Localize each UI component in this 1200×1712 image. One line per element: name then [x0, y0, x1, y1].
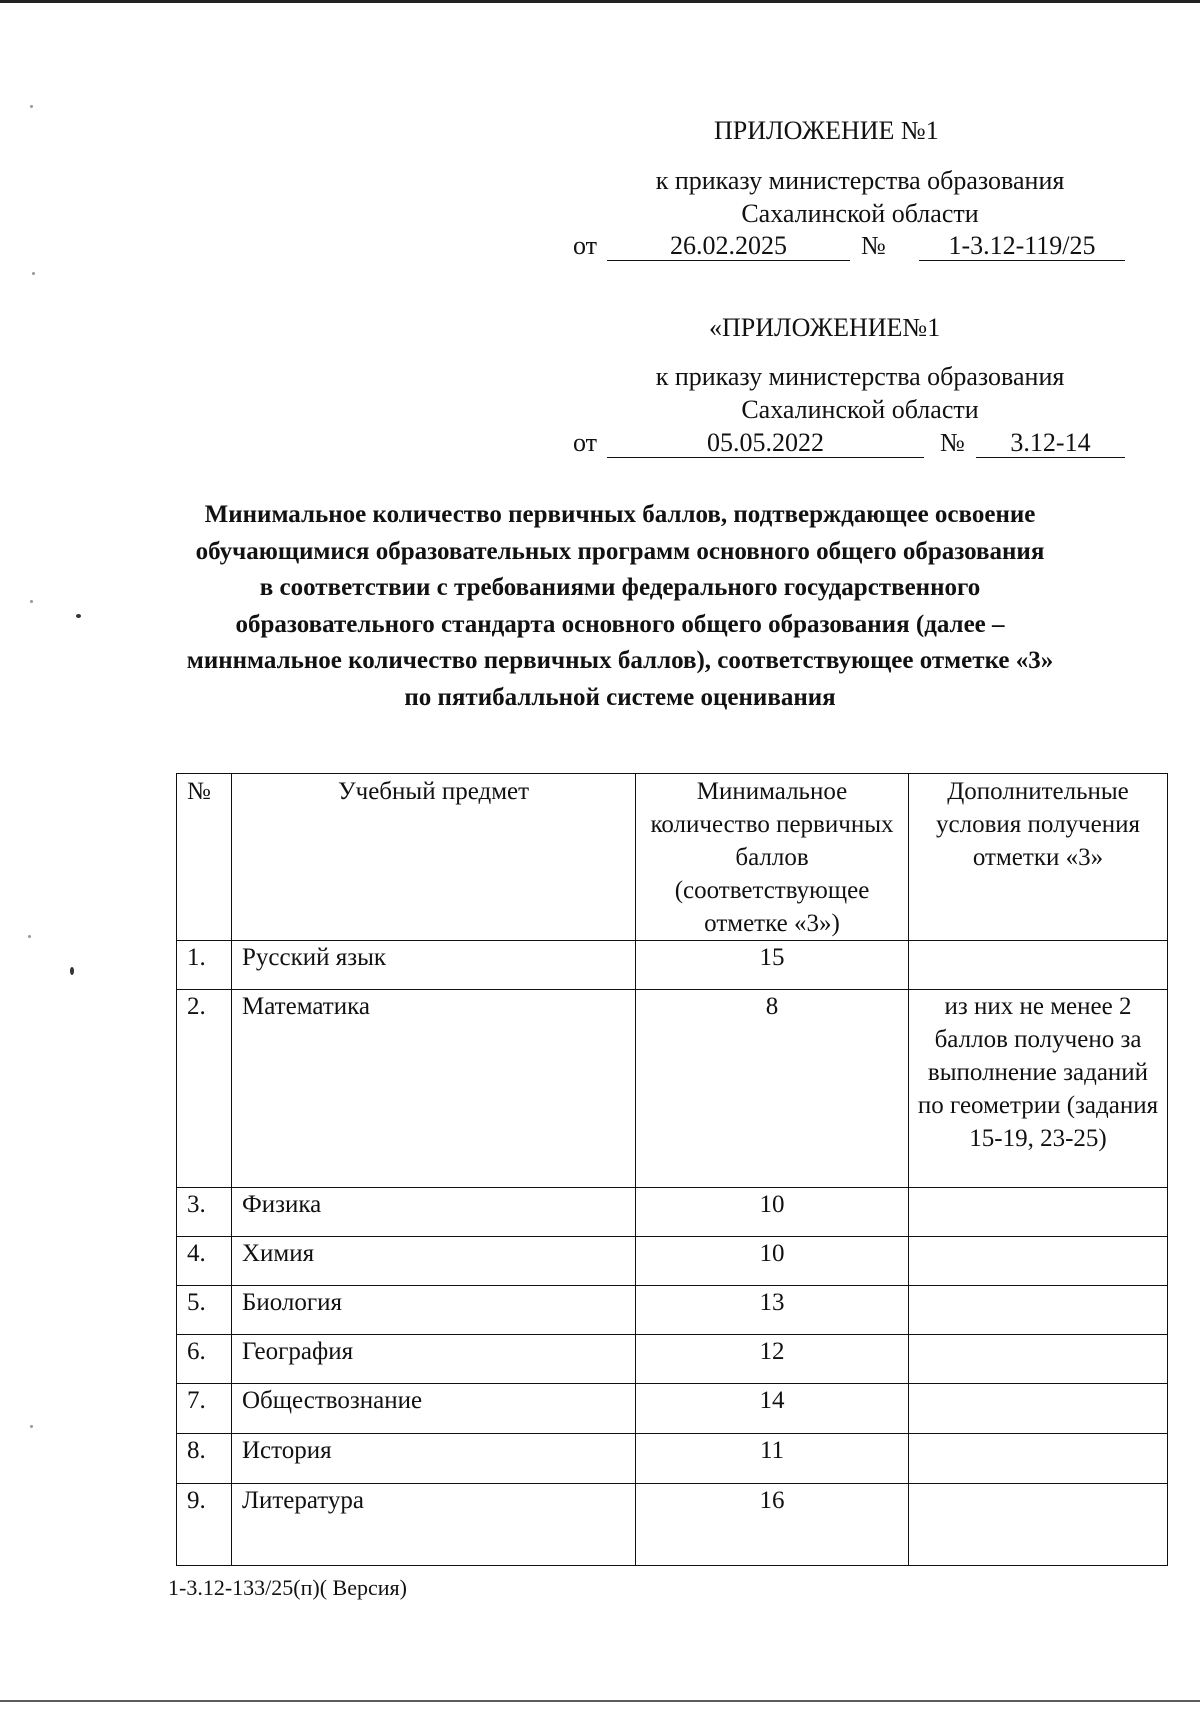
scan-speck	[76, 614, 81, 618]
row-min-score: 10	[636, 1237, 909, 1286]
row-min-score: 12	[636, 1335, 909, 1384]
row-number: 1.	[177, 941, 232, 990]
row-min-score: 13	[636, 1286, 909, 1335]
from-label: от	[573, 428, 598, 457]
row-number: 3.	[177, 1188, 232, 1237]
row-subject: Литература	[232, 1484, 636, 1566]
row-conditions	[909, 1286, 1168, 1335]
row-conditions	[909, 1237, 1168, 1286]
previous-appendix-date-line	[573, 426, 1125, 460]
appendix-order-line: к приказу министерства образования	[655, 166, 1065, 195]
row-number: 2.	[177, 990, 232, 1188]
previous-appendix-order-line: к приказу министерства образования	[655, 362, 1065, 391]
scan-top-edge	[0, 0, 1200, 3]
row-subject: История	[232, 1434, 636, 1484]
row-subject: Химия	[232, 1237, 636, 1286]
scan-speck	[32, 272, 35, 275]
table-row	[177, 1434, 1168, 1484]
row-conditions	[909, 1384, 1168, 1434]
row-number: 8.	[177, 1434, 232, 1484]
table-row	[177, 990, 1168, 1188]
heading-line: в соответствии с требованиями федерального государственного	[259, 574, 981, 601]
appendix-title: ПРИЛОЖЕНИЕ №1	[714, 116, 939, 145]
document-footer-code: 1-3.12-133/25(п)( Версия)	[168, 1575, 407, 1600]
previous-appendix-title: «ПРИЛОЖЕНИЕ№1	[709, 313, 941, 342]
table-row	[177, 1237, 1168, 1286]
row-subject: Биология	[232, 1286, 636, 1335]
row-min-score: 10	[636, 1188, 909, 1237]
scores-table	[176, 773, 1168, 1566]
heading-line: обучающимися образовательных программ основного общего образования	[195, 537, 1045, 565]
appendix-number: 1-3.12-119/25	[919, 229, 1125, 261]
heading-line: по пятибалльной системе оценивания	[404, 683, 836, 711]
document-heading	[120, 497, 1120, 716]
row-number: 9.	[177, 1484, 232, 1566]
heading-line: Минимальное количество первичных баллов, подтверждающее освоение	[204, 501, 1036, 528]
row-conditions	[909, 1188, 1168, 1237]
row-conditions	[909, 1484, 1168, 1566]
scan-speck	[28, 935, 31, 938]
scan-bottom-edge	[0, 1700, 1200, 1702]
row-number: 6.	[177, 1335, 232, 1384]
number-label: №	[940, 428, 965, 457]
row-conditions	[909, 1434, 1168, 1484]
appendix-region-line: Сахалинской области	[741, 199, 979, 228]
row-number: 4.	[177, 1237, 232, 1286]
previous-appendix-region-line: Сахалинской области	[741, 395, 979, 424]
row-min-score: 14	[636, 1384, 909, 1434]
row-conditions	[909, 1335, 1168, 1384]
heading-line: миннмальное количество первичных баллов), соответствующее отметке «3»	[186, 647, 1054, 674]
header-conditions: Дополнительные условия получения отметки «3»	[909, 774, 1168, 941]
scan-speck	[30, 600, 33, 603]
row-subject: Математика	[232, 990, 636, 1188]
row-subject: География	[232, 1335, 636, 1384]
appendix-date-line	[573, 229, 1125, 263]
scan-speck	[30, 105, 33, 108]
header-subject: Учебный предмет	[232, 774, 636, 941]
row-subject: Обществознание	[232, 1384, 636, 1434]
table-row	[177, 1484, 1168, 1566]
row-conditions	[909, 941, 1168, 990]
previous-appendix-date: 05.05.2022	[607, 426, 924, 458]
table-row	[177, 1384, 1168, 1434]
row-min-score: 8	[636, 990, 909, 1188]
row-subject: Физика	[232, 1188, 636, 1237]
appendix-date: 26.02.2025	[607, 229, 850, 261]
row-min-score: 11	[636, 1434, 909, 1484]
table-row	[177, 1335, 1168, 1384]
row-conditions: из них не менее 2 баллов получено за выполнение заданий по геометрии (задания 15-19, 23-25)	[909, 990, 1168, 1188]
table-header-row	[177, 774, 1168, 941]
header-number: №	[177, 774, 232, 941]
scan-speck	[30, 1425, 33, 1428]
row-min-score: 16	[636, 1484, 909, 1566]
table-row	[177, 941, 1168, 990]
row-min-score: 15	[636, 941, 909, 990]
row-number: 7.	[177, 1384, 232, 1434]
row-subject: Русский язык	[232, 941, 636, 990]
number-label: №	[861, 231, 886, 260]
row-number: 5.	[177, 1286, 232, 1335]
table-row	[177, 1286, 1168, 1335]
previous-appendix-number: 3.12-14	[976, 426, 1125, 458]
heading-line: образовательного стандарта основного общего образования (далее –	[235, 610, 1005, 638]
scan-speck	[70, 967, 74, 975]
table-row	[177, 1188, 1168, 1237]
header-min-score: Минимальное количество первичных баллов (соответствующее отметке «3»)	[636, 774, 909, 941]
from-label: от	[573, 231, 598, 260]
